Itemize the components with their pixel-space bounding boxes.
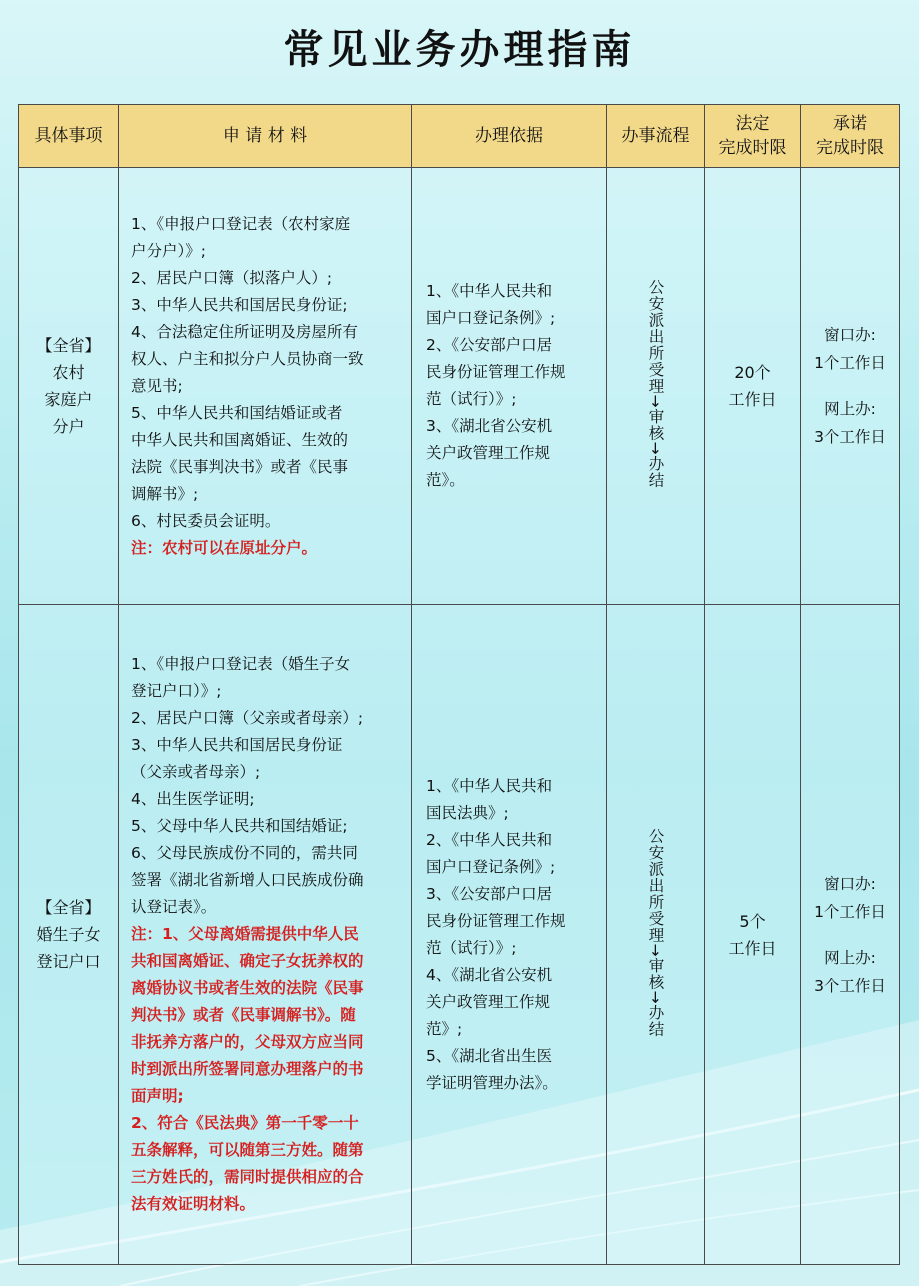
promise-limit-cell (801, 605, 900, 1265)
material-note: 三方姓氏的，需同时提供相应的合 (131, 1168, 364, 1186)
material-line: 法院《民事判决书》或者《民事 (131, 457, 349, 476)
basis-line: 国户口登记条例》; (426, 309, 556, 327)
item-cell (19, 605, 119, 1265)
material-line: 1、《申报户口登记表（婚生子女 (131, 655, 351, 673)
header-legal-limit (705, 105, 801, 168)
basis-line: 范》; (426, 1019, 463, 1038)
basis-line: 范》。 (426, 471, 465, 489)
basis-line: 4、《湖北省公安机 (426, 965, 553, 984)
legal-limit-unit: 工作日 (728, 938, 777, 958)
material-line: 5、中华人民共和国结婚证或者 (131, 403, 343, 422)
table-row (19, 168, 900, 605)
legal-limit-value: 5个 (739, 911, 766, 931)
promise-window-label: 窗口办: (824, 874, 876, 893)
item-line: 婚生子女 (36, 925, 101, 944)
material-note: 判决书》或者《民事调解书》。随 (131, 1006, 356, 1024)
header-materials: 申 请 材 料 (119, 105, 412, 168)
material-line: 中华人民共和国离婚证、生效的 (131, 430, 349, 449)
material-line: 4、出生医学证明; (131, 790, 255, 808)
promise-online-label: 网上办: (824, 948, 876, 967)
header-promise-limit-line2: 完成时限 (816, 138, 884, 158)
item-line: 家庭户 (44, 390, 93, 409)
basis-line: 1、《中华人民共和 (426, 776, 553, 795)
materials-cell (119, 168, 412, 605)
promise-window-value: 1个工作日 (814, 902, 886, 921)
material-note: 非抚养方落户的，父母双方应当同 (131, 1033, 364, 1051)
item-cell (19, 168, 119, 605)
table-row (19, 605, 900, 1265)
material-note: 共和国离婚证、确定子女抚养权的 (131, 952, 364, 970)
basis-line: 2、《中华人民共和 (426, 830, 553, 849)
material-line: 3、中华人民共和国居民身份证; (131, 295, 348, 314)
promise-online-label: 网上办: (824, 400, 876, 418)
header-legal-limit-line1: 法定 (735, 114, 770, 134)
material-line: 6、村民委员会证明。 (131, 511, 281, 530)
header-promise-limit (801, 105, 900, 168)
material-line: 登记户口）》; (131, 682, 222, 700)
basis-line: 关户政管理工作规 (426, 992, 551, 1011)
process-cell (607, 168, 705, 605)
material-line: 6、父母民族成份不同的，需共同 (131, 844, 358, 862)
basis-line: 2、《公安部户口居 (426, 336, 553, 354)
item-line: 农村 (52, 363, 85, 382)
basis-line: 5、《湖北省出生医 (426, 1046, 553, 1065)
material-line: 户分户）》; (131, 241, 206, 260)
header-process: 办事流程 (607, 105, 705, 168)
promise-window-label: 窗口办: (824, 326, 876, 344)
header-legal-limit-line2: 完成时限 (718, 138, 787, 158)
promise-limit-cell (801, 168, 900, 605)
legal-limit-value: 20个 (734, 363, 771, 382)
basis-line: 1、《中华人民共和 (426, 282, 553, 300)
material-line: 认登记表》。 (131, 898, 217, 916)
basis-line: 关户政管理工作规 (426, 444, 551, 462)
material-note: 面声明; (131, 1087, 184, 1105)
basis-line: 学证明管理办法》。 (426, 1073, 558, 1092)
table-header-row (19, 105, 900, 168)
material-line: 2、居民户口簿（父亲或者母亲）; (131, 709, 364, 727)
material-note: 法有效证明材料。 (131, 1195, 256, 1213)
material-note: 五条解释，可以随第三方姓。随第 (131, 1141, 364, 1159)
material-line: 5、父母中华人民共和国结婚证; (131, 817, 348, 835)
basis-line: 民身份证管理工作规 (426, 363, 566, 381)
material-line: 意见书; (131, 376, 183, 395)
material-line: 1、《申报户口登记表（农村家庭 (131, 214, 351, 233)
item-tag: 【全省】 (36, 898, 101, 917)
item-line: 分户 (52, 417, 85, 436)
promise-online-value: 3个工作日 (814, 428, 886, 446)
legal-limit-cell (705, 168, 801, 605)
promise-online-value: 3个工作日 (814, 976, 886, 995)
item-tag: 【全省】 (36, 336, 101, 355)
legal-limit-unit: 工作日 (728, 390, 777, 409)
process-cell (607, 605, 705, 1265)
basis-line: 范（试行）》; (426, 390, 517, 408)
material-note: 2、符合《民法典》第一千零一十 (131, 1114, 359, 1132)
material-note: 离婚协议书或者生效的法院《民事 (131, 979, 364, 997)
header-basis: 办理依据 (412, 105, 607, 168)
material-line: 3、中华人民共和国居民身份证 (131, 736, 343, 754)
process-flow-text: 公安派出所受理→审核→办结 (646, 827, 665, 1038)
materials-cell (119, 605, 412, 1265)
material-line: （父亲或者母亲）; (131, 763, 261, 781)
basis-line: 3、《湖北省公安机 (426, 417, 553, 435)
item-line: 登记户口 (36, 952, 101, 971)
basis-line: 范（试行）》; (426, 938, 517, 957)
promise-window-value: 1个工作日 (814, 354, 886, 372)
basis-line: 民身份证管理工作规 (426, 911, 566, 930)
basis-cell (412, 605, 607, 1265)
basis-line: 3、《公安部户口居 (426, 884, 553, 903)
material-line: 签署《湖北省新增人口民族成份确 (131, 871, 364, 889)
legal-limit-cell (705, 605, 801, 1265)
material-note: 注：1、父母离婚需提供中华人民 (131, 925, 359, 943)
basis-cell (412, 168, 607, 605)
material-line: 2、居民户口簿（拟落户人）; (131, 268, 333, 287)
page-title: 常见业务办理指南 (283, 26, 636, 73)
material-line: 4、合法稳定住所证明及房屋所有 (131, 322, 358, 341)
basis-line: 国户口登记条例》; (426, 857, 556, 876)
material-note: 注：农村可以在原址分户。 (131, 538, 318, 557)
material-line: 权人、户主和拟分户人员协商一致 (131, 349, 364, 368)
material-note: 时到派出所签署同意办理落户的书 (131, 1060, 364, 1078)
header-item: 具体事项 (19, 105, 119, 168)
material-line: 调解书》; (131, 484, 199, 503)
header-promise-limit-line1: 承诺 (833, 114, 867, 134)
basis-line: 国民法典》; (426, 803, 509, 822)
service-guide-table (18, 104, 900, 1265)
process-flow-text: 公安派出所受理→审核→办结 (646, 279, 665, 489)
